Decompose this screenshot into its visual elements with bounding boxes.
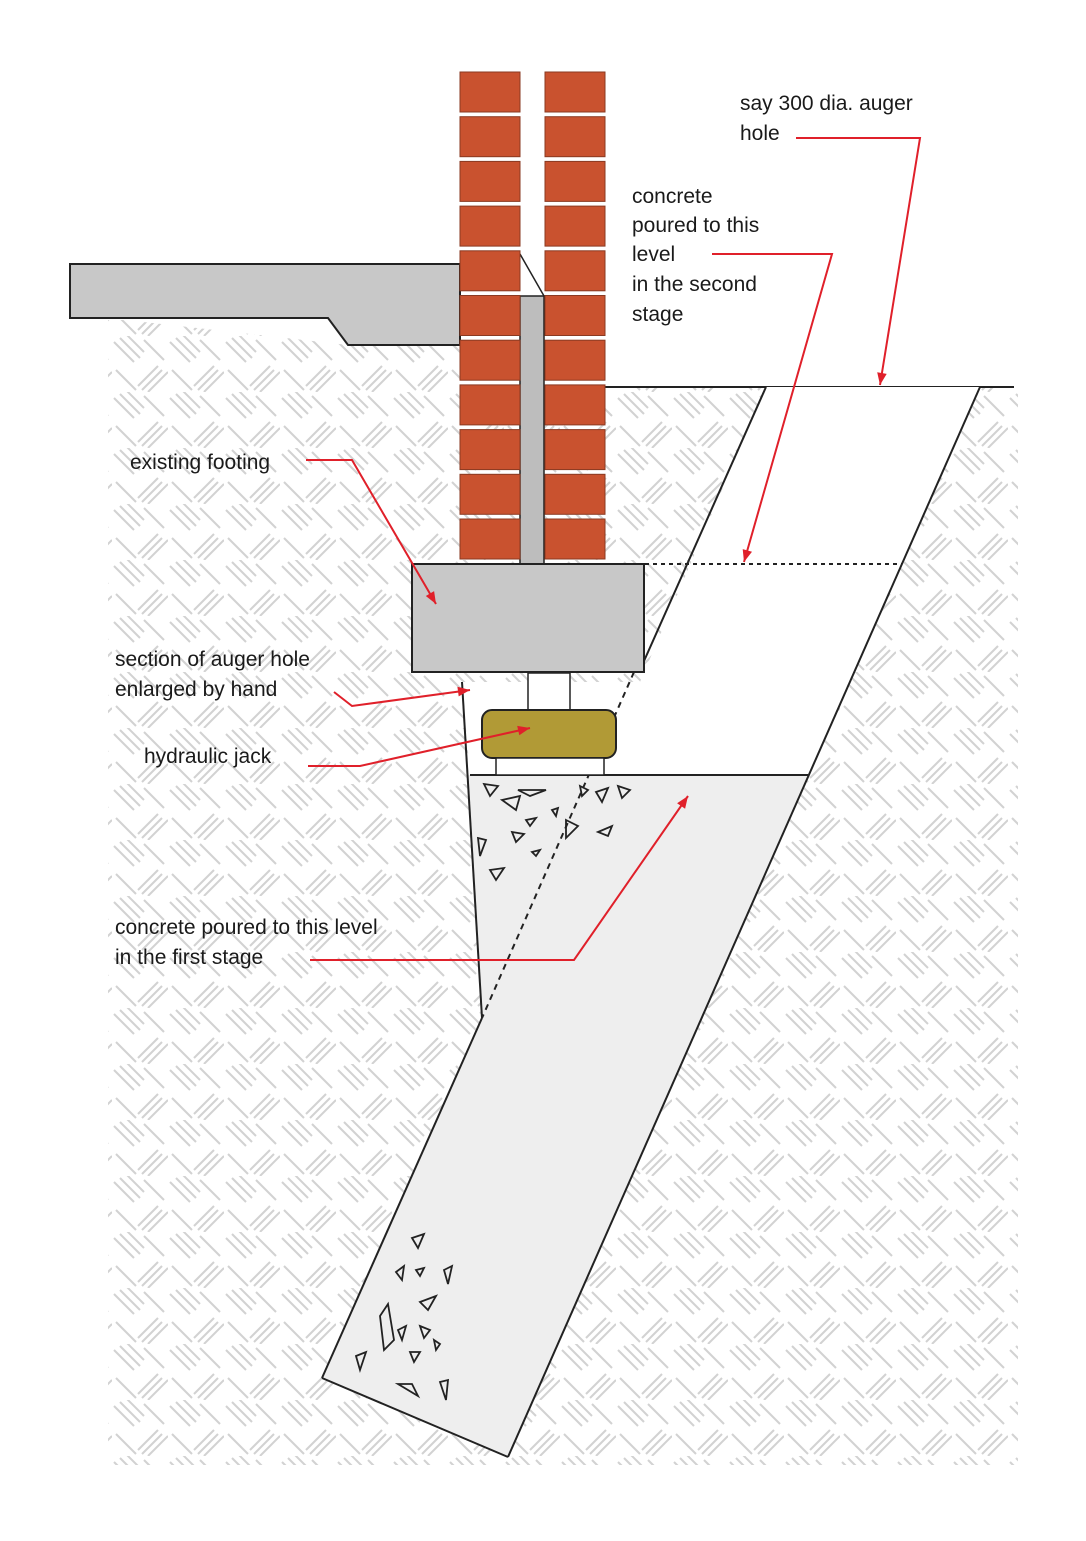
brick-outer-leaf [545,296,605,336]
brick-inner-leaf [460,117,520,157]
leader-auger-hole [796,138,920,385]
label-enlarged-section: section of auger hole enlarged by hand [115,648,310,701]
label-existing-footing: existing footing [130,451,271,474]
brick-inner-leaf [460,430,520,470]
label-auger-hole: say 300 dia. auger hole [740,92,913,145]
leader-auger-hole-arrowhead [877,372,887,385]
brick-inner-leaf [460,206,520,246]
brick-inner-leaf [460,385,520,425]
brick-outer-leaf [545,340,605,380]
label-first-stage: concrete poured to this level in the first stage [115,916,378,969]
brick-outer-leaf [545,430,605,470]
jack-packer [528,673,570,711]
brick-outer-leaf [545,519,605,559]
jack-base [496,758,604,775]
brick-inner-leaf [460,474,520,514]
wall-cavity [520,254,544,564]
existing-footing [412,564,644,672]
brick-inner-leaf [460,72,520,112]
brick-inner-leaf [460,340,520,380]
brick-inner-leaf [460,251,520,291]
brick-inner-leaf [460,161,520,201]
brick-inner-leaf [460,519,520,559]
label-hydraulic-jack: hydraulic jack [144,745,272,768]
brick-outer-leaf [545,161,605,201]
brick-outer-leaf [545,251,605,291]
label-second-stage: concrete poured to this level in the second stage [632,185,760,326]
brick-outer-leaf [545,474,605,514]
brick-outer-leaf [545,385,605,425]
brick-inner-leaf [460,296,520,336]
brick-outer-leaf [545,72,605,112]
brick-outer-leaf [545,206,605,246]
brick-outer-leaf [545,117,605,157]
